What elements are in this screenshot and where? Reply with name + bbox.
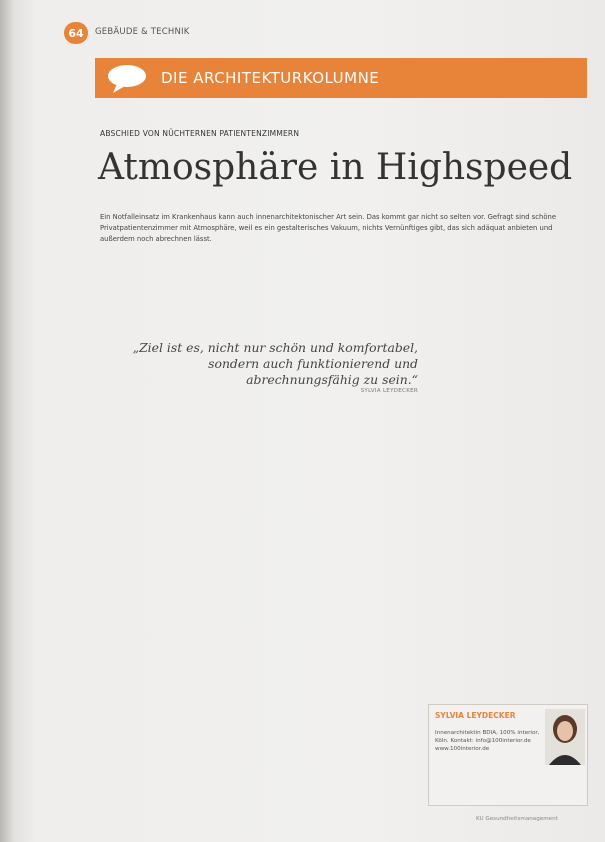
page-footer: KU Gesundheitsmanagement [476, 816, 558, 822]
body-column-1-top [100, 283, 236, 333]
author-bio: Innenarchitektin BDIA, 100% interior, Köln. Kontakt: info@100interior.de www.100interior.de [435, 730, 540, 752]
page-spine-shadow [0, 0, 14, 842]
author-box [428, 704, 588, 806]
body-column-3 [428, 283, 564, 686]
speech-bubble-icon [105, 62, 153, 94]
column-title: DIE ARCHITEKTURKOLUMNE [161, 69, 380, 87]
column-banner [95, 58, 587, 98]
pull-quote-author: SYLVIA LEYDECKER [360, 388, 418, 394]
section-label: GEBÄUDE & TECHNIK [95, 27, 190, 37]
body-column-2-top [244, 283, 374, 333]
article-lead: Ein Notfalleinsatz im Krankenhaus kann auch innenarchitektonischer Art sein. Das kommt gar nicht so selten vor. Gefragt sind schöne Privatpatientenzimmer mit Atmosphäre, weil es ein gestalterisches Vakuum, nichts Vernünftiges gibt, das sich adäquat anbieten und außerdem noch abrechnen lässt. [100, 213, 557, 243]
author-name: SYLVIA LEYDECKER [435, 711, 516, 720]
body-column-2-bottom [244, 423, 422, 808]
page-number-badge: 64 [64, 22, 88, 44]
body-column-1-bottom [100, 423, 236, 808]
article-kicker: ABSCHIED VON NÜCHTERNEN PATIENTENZIMMERN [100, 129, 300, 138]
author-photo [545, 709, 585, 765]
article-headline: Atmosphäre in Highspeed [98, 147, 573, 188]
pull-quote: „Ziel ist es, nicht nur schön und komfortabel, sondern auch funktionierend und abrechnungsfähig zu sein.“ [132, 340, 418, 387]
